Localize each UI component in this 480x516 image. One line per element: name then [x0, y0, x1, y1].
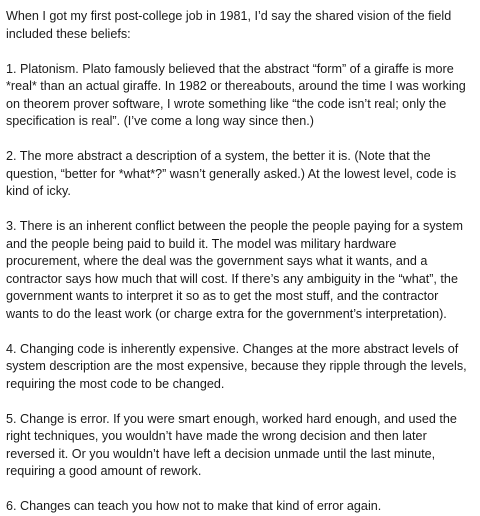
intro-paragraph: When I got my first post-college job in 1981, I’d say the shared vision of the field included these beliefs: [6, 9, 452, 41]
belief-5-paragraph: 5. Change is error. If you were smart enough, worked hard enough, and used the right techniques, you wouldn’t have made the wrong decision and then later reversed it. Or you wouldn’t have left a decision unmade until the last minute, requiring a good amount of rework. [6, 411, 457, 478]
belief-6-paragraph: 6. Changes can teach you how not to make that kind of error again. [6, 499, 382, 513]
belief-4-paragraph: 4. Changing code is inherently expensive. Changes at the more abstract levels of system description are the most expensive, because they ripple through the levels, requiring the most code to be changed. [6, 341, 467, 391]
belief-3-paragraph: 3. There is an inherent conflict between the people the people paying for a system and the people being paid to build it. The model was military hardware procurement, where the deal was the government says what it wants, and a contractor says how much that will cost. If there’s any ambiguity in the “what”, the government wants to interpret it so as to get the most stuff, and the contractor wants to do the least work (or charge extra for the government’s interpretation). [6, 219, 463, 321]
belief-1-paragraph: 1. Platonism. Plato famously believed that the abstract “form” of a giraffe is more *real* than an actual giraffe. In 1982 or thereabouts, around the time I was working on theorem prover software, I wrote something like “the code isn’t real; only the specification is real”. (I’ve come a long way since then.) [6, 61, 466, 128]
belief-2-paragraph: 2. The more abstract a description of a system, the better it is. (Note that the question, “better for *what*?” wasn’t generally asked.) At the lowest level, code is kind of icky. [6, 149, 457, 198]
